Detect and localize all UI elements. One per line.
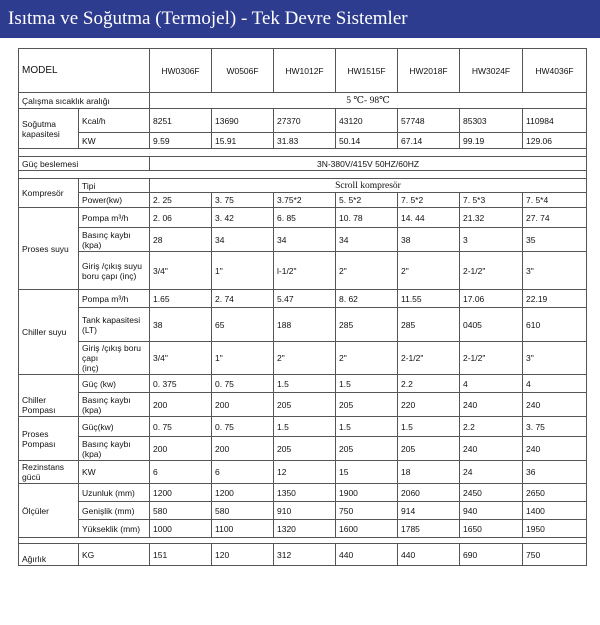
value-cell: 120 [212,544,274,566]
value-cell: 3.75*2 [274,193,336,208]
width-label: Genişlik (mm) [79,502,150,520]
value-cell: 205 [336,393,398,417]
cooling-group-label [19,109,79,149]
value-cell: 21.32 [460,208,523,228]
value-cell: 8. 62 [336,290,398,308]
value-cell: 9.59 [150,133,212,149]
model-label: MODEL [19,49,150,93]
value-cell: 240 [523,393,587,417]
value-cell: 1400 [523,502,587,520]
value-cell: 2.2 [460,417,523,437]
value-cell: 205 [336,437,398,461]
chiller-pump-group-label: Chiller Pompası [19,375,79,417]
height-label: Yükseklik (mm) [79,520,150,538]
value-cell: 240 [460,393,523,417]
compressor-group-label: Kompresör [19,179,79,208]
value-cell: 2-1/2" [460,252,523,290]
value-cell: 24 [460,461,523,484]
model-header: HW1515F [336,49,398,93]
value-cell: 750 [523,544,587,566]
label-line: boru çapı (inç) [82,270,137,281]
table-row [19,393,587,417]
table-row [19,290,587,308]
table-row [19,171,587,179]
value-cell: 27370 [274,109,336,133]
value-cell: 0405 [460,308,523,342]
value-cell: 750 [336,502,398,520]
value-cell: 22.19 [523,290,587,308]
temp-range-value: 5 ℃- 98℃ [150,93,587,109]
value-cell: 2" [398,252,460,290]
value-cell: 43120 [336,109,398,133]
table-row [19,502,587,520]
value-cell: 1600 [336,520,398,538]
label-line: Giriş /çıkış boru çapı [82,343,142,363]
table-row [19,437,587,461]
value-cell: 240 [460,437,523,461]
value-cell: 99.19 [460,133,523,149]
value-cell: 240 [523,437,587,461]
value-cell: 285 [336,308,398,342]
model-header: HW3024F [460,49,523,93]
power-supply-value: 3N-380V/415V 50HZ/60HZ [150,157,587,171]
compressor-type-label: Tipi [79,179,150,193]
table-row [19,149,587,157]
value-cell: 690 [460,544,523,566]
value-cell: 31.83 [274,133,336,149]
value-cell: 6. 85 [274,208,336,228]
value-cell: 1350 [274,484,336,502]
value-cell: 14. 44 [398,208,460,228]
value-cell: 1200 [150,484,212,502]
model-header: W0506F [212,49,274,93]
value-cell: 1.65 [150,290,212,308]
value-cell: 3. 75 [212,193,274,208]
spec-table [18,48,587,566]
value-cell: 580 [212,502,274,520]
label-line: kapasitesi [22,128,60,139]
label-line: Giriş /çıkış suyu [82,260,142,271]
value-cell: 2" [336,252,398,290]
label-line: (LT) [82,324,97,335]
value-cell: 2.2 [398,375,460,393]
value-cell: 3. 42 [212,208,274,228]
value-cell: 2. 25 [150,193,212,208]
value-cell: 27. 74 [523,208,587,228]
heater-label: Rezinstans gücü [19,461,79,484]
value-cell: 8251 [150,109,212,133]
compressor-power-label: Power(kw) [79,193,150,208]
value-cell: 1.5 [398,417,460,437]
heater-unit: KW [79,461,150,484]
value-cell: 940 [460,502,523,520]
value-cell: 205 [274,393,336,417]
value-cell: 57748 [398,109,460,133]
value-cell: 3" [523,342,587,375]
value-cell: 2" [336,342,398,375]
value-cell: 0. 375 [150,375,212,393]
cooling-kcal-label: Kcal/h [79,109,150,133]
value-cell: 1.5 [274,417,336,437]
chiller-tank-label [79,308,150,342]
value-cell: 5.47 [274,290,336,308]
value-cell: 4 [460,375,523,393]
value-cell: 1" [212,252,274,290]
value-cell: 1900 [336,484,398,502]
value-cell: 0. 75 [212,375,274,393]
model-header: HW0306F [150,49,212,93]
value-cell: 15.91 [212,133,274,149]
value-cell: 2650 [523,484,587,502]
value-cell: l-1/2" [274,252,336,290]
table-row [19,157,587,171]
value-cell: 1650 [460,520,523,538]
value-cell: 34 [336,228,398,252]
value-cell: 65 [212,308,274,342]
value-cell: 129.06 [523,133,587,149]
value-cell: 18 [398,461,460,484]
label-line: Basınç kaybı [82,394,131,405]
value-cell: 440 [336,544,398,566]
value-cell: 2450 [460,484,523,502]
value-cell: 3" [523,252,587,290]
value-cell: 1200 [212,484,274,502]
value-cell: 1000 [150,520,212,538]
value-cell: 4 [523,375,587,393]
table-row [19,228,587,252]
value-cell: 0. 75 [150,417,212,437]
value-cell: 85303 [460,109,523,133]
label-line: (kpa) [82,404,102,415]
value-cell: 910 [274,502,336,520]
cooling-kw-label: KW [79,133,150,149]
value-cell: 67.14 [398,133,460,149]
table-row [19,484,587,502]
value-cell: 15 [336,461,398,484]
chiller-pump-flow-label: Pompa m³/h [79,290,150,308]
value-cell: 151 [150,544,212,566]
value-cell: 13690 [212,109,274,133]
table-row [19,179,587,193]
value-cell: 5. 5*2 [336,193,398,208]
table-row [19,520,587,538]
value-cell: 110984 [523,109,587,133]
value-cell: 1320 [274,520,336,538]
process-pump-power-label: Güç(kw) [79,417,150,437]
table-row [19,133,587,149]
value-cell: 200 [150,393,212,417]
table-row [19,109,587,133]
value-cell: 200 [212,437,274,461]
value-cell: 1785 [398,520,460,538]
table-row [19,93,587,109]
process-pump-group-label: Proses Pompası [19,417,79,461]
process-pressure-loss-label: Basınç kaybı (kpa) [79,228,150,252]
spacer-cell [19,171,587,179]
table-row [19,544,587,566]
value-cell: 312 [274,544,336,566]
spec-table-body [19,49,587,566]
model-header: HW1012F [274,49,336,93]
page-title-banner [0,0,600,38]
value-cell: 6 [150,461,212,484]
value-cell: 3/4" [150,342,212,375]
value-cell: 188 [274,308,336,342]
table-row [19,342,587,375]
value-cell: 28 [150,228,212,252]
model-header: HW2018F [398,49,460,93]
value-cell: 36 [523,461,587,484]
value-cell: 2-1/2" [398,342,460,375]
value-cell: 1.5 [336,375,398,393]
model-header: HW4036F [523,49,587,93]
table-row [19,375,587,393]
value-cell: 914 [398,502,460,520]
value-cell: 10. 78 [336,208,398,228]
process-pump-pressure-label: Basınç kaybı (kpa) [79,437,150,461]
value-cell: 1.5 [336,417,398,437]
value-cell: 34 [212,228,274,252]
power-supply-label: Güç beslemesi [19,157,150,171]
value-cell: 17.06 [460,290,523,308]
value-cell: 12 [274,461,336,484]
value-cell: 7. 5*3 [460,193,523,208]
value-cell: 205 [398,437,460,461]
value-cell: 35 [523,228,587,252]
table-row [19,252,587,290]
value-cell: 1950 [523,520,587,538]
value-cell: 3/4" [150,252,212,290]
value-cell: 2-1/2" [460,342,523,375]
table-row [19,208,587,228]
value-cell: 11.55 [398,290,460,308]
process-water-group-label: Proses suyu [19,208,79,290]
value-cell: 1" [212,342,274,375]
value-cell: 200 [212,393,274,417]
chiller-pump-pressure-label [79,393,150,417]
chiller-pipe-label [79,342,150,375]
value-cell: 34 [274,228,336,252]
value-cell: 285 [398,308,460,342]
chiller-pump-power-label: Güç (kw) [79,375,150,393]
table-row [19,461,587,484]
table-row [19,308,587,342]
value-cell: 440 [398,544,460,566]
label-line: Tank kapasitesi [82,314,141,325]
value-cell: 580 [150,502,212,520]
value-cell: 0. 75 [212,417,274,437]
label-line: Soğutma [22,118,57,129]
process-pipe-label [79,252,150,290]
value-cell: 38 [398,228,460,252]
table-row [19,193,587,208]
value-cell: 610 [523,308,587,342]
table-row [19,417,587,437]
weight-label: Ağırlık [19,544,79,566]
value-cell: 38 [150,308,212,342]
label-line: (inç) [82,363,99,373]
compressor-type-value: Scroll kompresör [150,179,587,193]
value-cell: 1.5 [274,375,336,393]
value-cell: 220 [398,393,460,417]
spacer-cell [19,149,587,157]
value-cell: 3. 75 [523,417,587,437]
value-cell: 2. 06 [150,208,212,228]
value-cell: 3 [460,228,523,252]
value-cell: 2" [274,342,336,375]
value-cell: 2060 [398,484,460,502]
value-cell: 1100 [212,520,274,538]
weight-unit: KG [79,544,150,566]
value-cell: 6 [212,461,274,484]
table-row [19,49,587,93]
value-cell: 50.14 [336,133,398,149]
process-pump-flow-label: Pompa m³/h [79,208,150,228]
value-cell: 7. 5*2 [398,193,460,208]
value-cell: 200 [150,437,212,461]
value-cell: 2. 74 [212,290,274,308]
page-title: Isıtma ve Soğutma (Termojel) - Tek Devre Sistemler [8,8,408,29]
chiller-water-group-label: Chiller suyu [19,290,79,375]
temp-range-label: Çalışma sıcaklık aralığı [19,93,150,109]
dimensions-group-label: Ölçüler [19,484,79,538]
value-cell: 7. 5*4 [523,193,587,208]
length-label: Uzunluk (mm) [79,484,150,502]
value-cell: 205 [274,437,336,461]
